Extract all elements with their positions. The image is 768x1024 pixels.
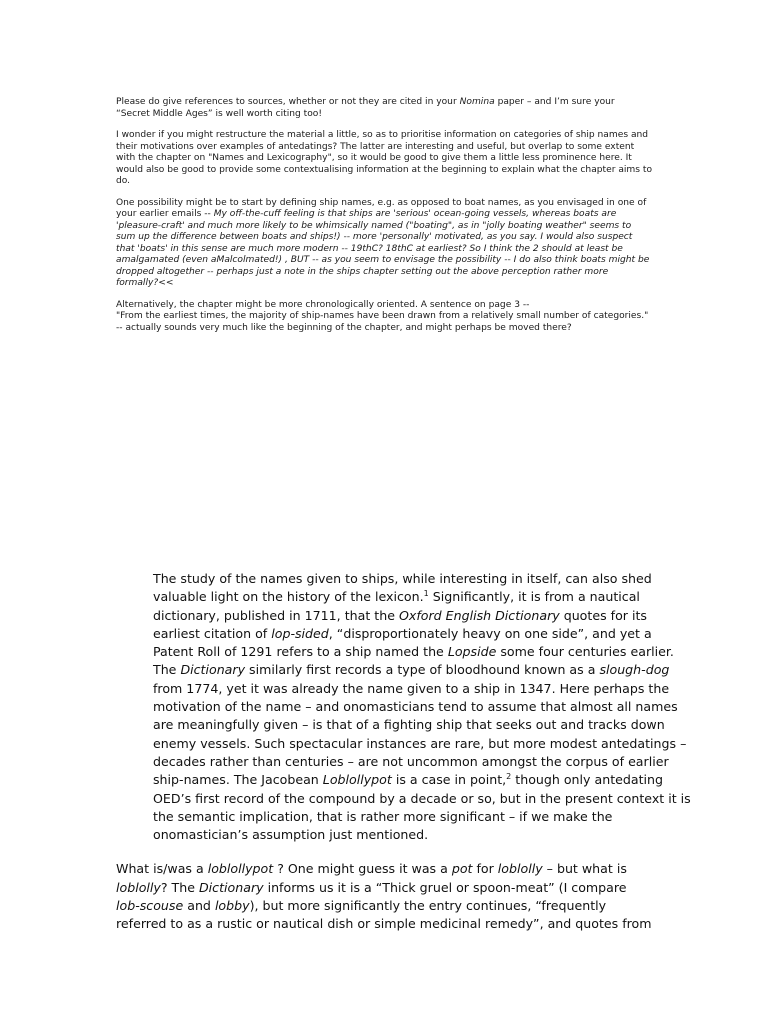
comment-line <box>116 267 652 279</box>
body-line <box>116 860 650 878</box>
text-run: decades rather than centuries – are not uncommon amongst the corpus of earlier <box>153 753 669 769</box>
text-run: informs us it is a “Thick gruel or spoon-meat” (I compare <box>263 879 627 895</box>
italic-text: Lopside <box>447 644 497 660</box>
text-run: though only antedating <box>511 772 664 788</box>
body-paragraph <box>116 570 691 844</box>
italic-text: lob-scouse <box>116 898 184 914</box>
comment-paragraph <box>116 300 652 335</box>
italic-text: Dictionary <box>198 879 264 895</box>
text-run: Significantly, it is from a nautical <box>428 589 640 605</box>
footnote-marker: 2 <box>506 772 512 782</box>
body-line <box>116 790 691 808</box>
comment-line <box>116 109 652 121</box>
text-run: your earlier emails -- <box>116 209 214 219</box>
body-line <box>116 879 650 897</box>
italic-text: formally?<< <box>116 278 174 288</box>
text-run: would also be good to provide some contextualising information at the beginning to explain what the chapter aims to <box>116 164 653 175</box>
text-run: OED’s first record of the compound by a decade or so, but in the present context it is <box>153 790 691 806</box>
body-line <box>116 643 674 661</box>
body-line <box>116 698 678 716</box>
italic-text: Nomina <box>459 97 495 107</box>
body-line <box>116 808 650 826</box>
body-line <box>116 897 650 915</box>
comment-line <box>116 209 652 221</box>
italic-text: pot <box>451 861 473 877</box>
text-run: some four centuries earlier. <box>496 644 674 660</box>
text-run: do. <box>116 176 131 186</box>
text-run: their motivations over examples of antedatings? The latter are interesting and useful, but overlap to some extent <box>116 141 635 152</box>
comment-line <box>116 232 652 244</box>
comment-paragraph <box>116 198 652 290</box>
italic-text: Oxford English Dictionary <box>398 607 560 623</box>
body-paragraph <box>116 860 650 933</box>
text-run: onomastician’s assumption just mentioned. <box>153 827 429 843</box>
text-run: quotes for its <box>559 607 647 623</box>
comment-line <box>116 255 652 267</box>
text-run: I wonder if you might restructure the material a little, so as to prioritise information on categories of ship names and <box>116 130 649 140</box>
text-run: earliest citation of <box>153 625 272 641</box>
comment-line <box>116 278 652 290</box>
chapter-body <box>116 570 691 950</box>
body-line <box>116 753 669 771</box>
text-run: with the chapter on "Names and Lexicography", so it would be good to give them a little less prominence here. It <box>116 153 632 163</box>
italic-text: My off-the-cuff feeling is that ships are 'serious' ocean-going vessels, whereas boats are <box>213 209 617 219</box>
text-run: One possibility might be to start by defining ship names, e.g. as opposed to boat names, as you envisaged in one of <box>116 197 647 208</box>
comment-line <box>116 198 652 210</box>
text-run: , “disproportionately heavy on one side”, and yet a <box>328 625 652 641</box>
text-run: motivation of the name – and onomasticians tend to assume that almost all names <box>153 699 678 715</box>
text-run: enemy vessels. Such spectacular instances are rare, but more modest antedatings – <box>153 735 687 751</box>
italic-text: loblollypot <box>207 861 274 877</box>
text-run: the semantic implication, that is rather more significant – if we make the <box>153 808 613 824</box>
body-line <box>116 680 670 698</box>
text-run: dictionary, published in 1711, that the <box>153 607 399 623</box>
comment-line <box>116 244 652 256</box>
comment-line <box>116 221 652 233</box>
text-run: ? The <box>160 879 199 895</box>
text-run: -- actually sounds very much like the beginning of the chapter, and might perhaps be moved there? <box>116 322 572 333</box>
comment-line <box>116 97 652 109</box>
italic-text: Loblollypot <box>322 772 392 788</box>
body-line <box>116 661 670 679</box>
reviewer-comments <box>116 97 652 344</box>
italic-text: lop-sided <box>271 625 329 641</box>
text-run: Please do give references to sources, whether or not they are cited in your <box>116 97 460 107</box>
text-run: Patent Roll of 1291 refers to a ship named the <box>153 644 448 660</box>
comment-paragraph <box>116 130 652 188</box>
text-run: for <box>472 861 498 877</box>
comment-paragraph <box>116 97 652 120</box>
text-run: referred to as a rustic or nautical dish or simple medicinal remedy”, and quotes from <box>116 916 652 932</box>
italic-text: loblolly <box>497 861 543 877</box>
text-run: ? One might guess it was a <box>273 861 452 877</box>
body-line <box>116 915 650 933</box>
text-run: – but what is <box>542 861 627 877</box>
text-run: Alternatively, the chapter might be more chronologically oriented. A sentence on page 3 -- <box>116 299 530 310</box>
body-line <box>116 625 650 643</box>
comment-line <box>116 165 652 177</box>
italic-text: slough-dog <box>599 662 670 678</box>
text-run: "From the earliest times, the majority of ship-names have been drawn from a relatively small number of categories." <box>116 311 649 321</box>
italic-text: amalgamated (even aMalcolmated!) , BUT -- as you seem to envisage the possibility -- I do also think boats might be <box>116 255 650 265</box>
italic-text: Dictionary <box>180 662 246 678</box>
text-run: What is/was a <box>116 861 208 877</box>
comment-line <box>116 323 652 335</box>
text-run: from 1774, yet it was already the name given to a ship in 1347. Here perhaps the <box>153 680 670 696</box>
text-run: paper – and I’m sure your <box>494 97 615 107</box>
body-line <box>116 588 650 606</box>
body-line <box>116 607 650 625</box>
body-line <box>116 735 687 753</box>
body-line <box>116 826 650 844</box>
italic-text: dropped altogether -- perhaps just a note in the ships chapter setting out the above perception rather more <box>116 266 609 277</box>
footnote-marker: 1 <box>423 589 429 599</box>
italic-text: sum up the difference between boats and ships!) -- more 'personally' motivated, as you say. I would also suspect <box>116 232 633 242</box>
text-run: The <box>153 662 181 678</box>
text-run: and <box>183 898 215 914</box>
comment-line <box>116 300 652 312</box>
text-run: ), but more significantly the entry continues, “frequently <box>249 898 607 914</box>
italic-text: 'pleasure-craft' and much more likely to be whimsically named ("boating", as in "jolly boating weather" seems to <box>116 220 632 231</box>
italic-text: that 'boats' in this sense are much more modern -- 19thC? 18thC at earliest? So I think the 2 should at least be <box>116 243 623 254</box>
text-run: “Secret Middle Ages” is well worth citing too! <box>116 108 322 119</box>
comment-line <box>116 311 652 323</box>
comment-line <box>116 176 652 188</box>
text-run: The study of the names given to ships, while interesting in itself, can also shed <box>153 571 652 586</box>
text-run: are meaningfully given – is that of a fighting ship that seeks out and tracks down <box>153 717 665 733</box>
body-line <box>116 771 664 789</box>
text-run: similarly first records a type of bloodhound known as a <box>245 662 600 678</box>
italic-text: lobby <box>214 898 250 914</box>
comment-line <box>116 130 652 142</box>
comment-line <box>116 153 652 165</box>
italic-text: loblolly <box>116 879 161 895</box>
text-run: ship-names. The Jacobean <box>153 772 323 788</box>
text-run: valuable light on the history of the lexicon. <box>153 589 424 605</box>
comment-line <box>116 142 652 154</box>
body-line <box>116 716 665 734</box>
text-run: is a case in point, <box>391 772 507 788</box>
body-line <box>116 570 650 588</box>
